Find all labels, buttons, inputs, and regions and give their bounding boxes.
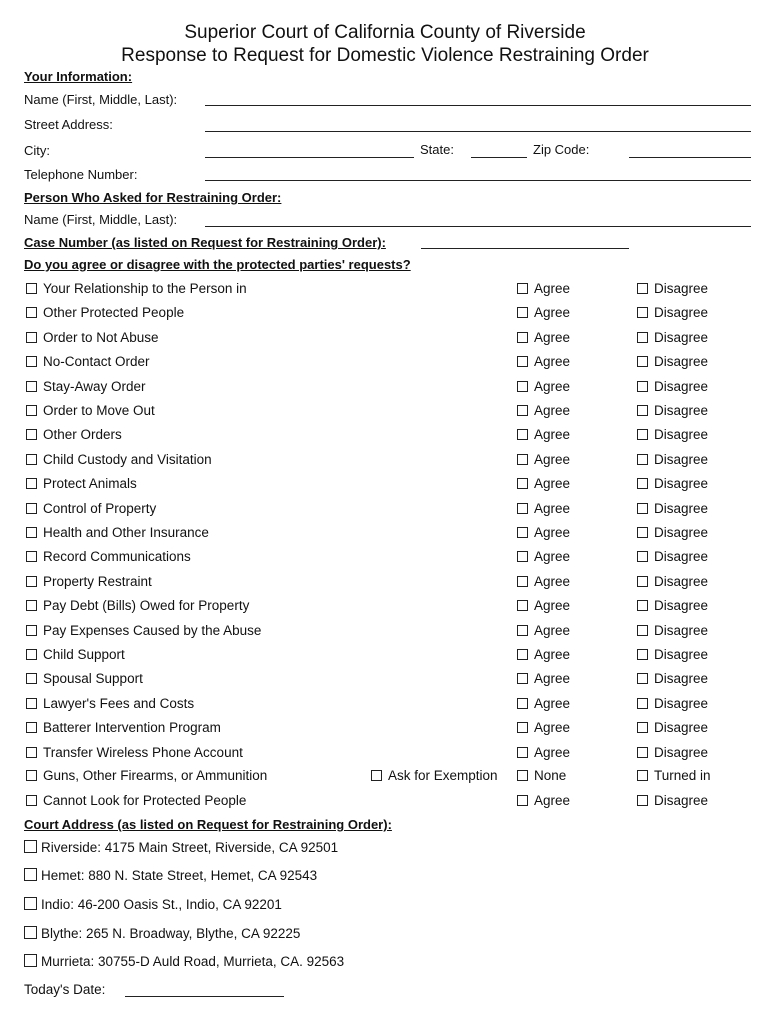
agree-checkbox[interactable] bbox=[517, 454, 528, 465]
agree-label: Agree bbox=[534, 720, 571, 735]
name-label: Name (First, Middle, Last): bbox=[24, 92, 178, 107]
request-checkbox[interactable] bbox=[26, 576, 37, 587]
city-field[interactable] bbox=[205, 157, 414, 158]
disagree-checkbox[interactable] bbox=[637, 283, 648, 294]
request-label: Order to Move Out bbox=[43, 403, 155, 418]
request-label: Lawyer's Fees and Costs bbox=[43, 696, 195, 711]
cannot-look-agree-option bbox=[517, 793, 570, 808]
person-heading: Person Who Asked for Restraining Order: bbox=[24, 190, 282, 205]
zip-label: Zip Code: bbox=[533, 142, 590, 157]
state-field[interactable] bbox=[471, 157, 527, 158]
disagree-label: Disagree bbox=[654, 549, 709, 564]
request-checkbox[interactable] bbox=[26, 478, 37, 489]
request-row-guns bbox=[26, 768, 267, 783]
disagree-checkbox[interactable] bbox=[637, 503, 648, 514]
agree-checkbox[interactable] bbox=[517, 307, 528, 318]
disagree-option bbox=[637, 354, 708, 369]
disagree-checkbox[interactable] bbox=[637, 698, 648, 709]
agree-label: Agree bbox=[534, 671, 571, 686]
agree-option bbox=[517, 501, 570, 516]
disagree-label: Disagree bbox=[654, 671, 709, 686]
request-row bbox=[26, 720, 221, 735]
agree-checkbox[interactable] bbox=[517, 381, 528, 392]
disagree-option bbox=[637, 549, 708, 564]
agree-label: Agree bbox=[534, 330, 571, 345]
request-checkbox[interactable] bbox=[26, 307, 37, 318]
disagree-checkbox[interactable] bbox=[637, 527, 648, 538]
disagree-label: Disagree bbox=[654, 623, 709, 638]
agree-label: Agree bbox=[534, 525, 571, 540]
request-checkbox[interactable] bbox=[26, 747, 37, 758]
disagree-option bbox=[637, 281, 708, 296]
court-riverside-checkbox[interactable] bbox=[24, 840, 37, 853]
guns-label: Guns, Other Firearms, or Ammunition bbox=[43, 768, 268, 783]
disagree-checkbox[interactable] bbox=[637, 429, 648, 440]
disagree-label: Disagree bbox=[654, 379, 709, 394]
requests-heading: Do you agree or disagree with the protected parties' requests? bbox=[24, 257, 411, 272]
agree-option bbox=[517, 525, 570, 540]
disagree-option bbox=[637, 720, 708, 735]
request-label: Other Orders bbox=[43, 427, 122, 442]
disagree-checkbox[interactable] bbox=[637, 673, 648, 684]
request-checkbox[interactable] bbox=[26, 332, 37, 343]
agree-checkbox[interactable] bbox=[517, 503, 528, 514]
disagree-label: Disagree bbox=[654, 647, 709, 662]
disagree-option bbox=[637, 501, 708, 516]
request-checkbox[interactable] bbox=[26, 551, 37, 562]
page-title: Superior Court of California County of Riverside bbox=[184, 22, 586, 43]
agree-option bbox=[517, 427, 570, 442]
cannot-look-checkbox[interactable] bbox=[26, 795, 37, 806]
disagree-label: Disagree bbox=[654, 330, 709, 345]
disagree-checkbox[interactable] bbox=[637, 332, 648, 343]
phone-label: Telephone Number: bbox=[24, 167, 138, 182]
disagree-checkbox[interactable] bbox=[637, 356, 648, 367]
turned-in-option bbox=[637, 768, 711, 783]
agree-option bbox=[517, 281, 570, 296]
agree-option bbox=[517, 549, 570, 564]
agree-label: Agree bbox=[534, 452, 571, 467]
request-label: Control of Property bbox=[43, 501, 157, 516]
agree-option bbox=[517, 598, 570, 613]
request-row bbox=[26, 647, 125, 662]
disagree-checkbox[interactable] bbox=[637, 454, 648, 465]
agree-label: Agree bbox=[534, 574, 571, 589]
exemption-label: Ask for Exemption bbox=[388, 768, 498, 783]
disagree-option bbox=[637, 671, 708, 686]
court-hemet-checkbox[interactable] bbox=[24, 868, 37, 881]
disagree-label: Disagree bbox=[654, 574, 709, 589]
request-row bbox=[26, 427, 122, 442]
disagree-option bbox=[637, 574, 708, 589]
disagree-option bbox=[637, 403, 708, 418]
cannot-look-agree-label: Agree bbox=[534, 793, 571, 808]
disagree-option bbox=[637, 305, 708, 320]
agree-checkbox[interactable] bbox=[517, 576, 528, 587]
agree-option bbox=[517, 305, 570, 320]
request-label: Your Relationship to the Person in bbox=[43, 281, 247, 296]
agree-option bbox=[517, 354, 570, 369]
court-option-murrieta bbox=[24, 954, 344, 969]
agree-label: Agree bbox=[534, 647, 571, 662]
agree-checkbox[interactable] bbox=[517, 673, 528, 684]
person-name-field[interactable] bbox=[205, 226, 751, 227]
agree-label: Agree bbox=[534, 305, 571, 320]
court-option-indio bbox=[24, 897, 282, 912]
case-number-label: Case Number (as listed on Request for Restraining Order): bbox=[24, 235, 386, 250]
disagree-label: Disagree bbox=[654, 305, 709, 320]
request-checkbox[interactable] bbox=[26, 527, 37, 538]
disagree-label: Disagree bbox=[654, 403, 709, 418]
request-row bbox=[26, 696, 194, 711]
court-riverside-label: Riverside: 4175 Main Street, Riverside, CA 92501 bbox=[41, 840, 339, 855]
disagree-label: Disagree bbox=[654, 476, 709, 491]
agree-label: Agree bbox=[534, 379, 571, 394]
agree-checkbox[interactable] bbox=[517, 722, 528, 733]
agree-label: Agree bbox=[534, 696, 571, 711]
agree-label: Agree bbox=[534, 403, 571, 418]
request-label: Spousal Support bbox=[43, 671, 143, 686]
court-blythe-checkbox[interactable] bbox=[24, 926, 37, 939]
request-row bbox=[26, 403, 155, 418]
request-row bbox=[26, 281, 247, 296]
agree-label: Agree bbox=[534, 623, 571, 638]
agree-label: Agree bbox=[534, 501, 571, 516]
request-row bbox=[26, 671, 143, 686]
agree-option bbox=[517, 671, 570, 686]
agree-checkbox[interactable] bbox=[517, 649, 528, 660]
request-checkbox[interactable] bbox=[26, 356, 37, 367]
disagree-checkbox[interactable] bbox=[637, 551, 648, 562]
cannot-look-disagree-option bbox=[637, 793, 708, 808]
agree-checkbox[interactable] bbox=[517, 405, 528, 416]
disagree-label: Disagree bbox=[654, 427, 709, 442]
request-row bbox=[26, 745, 243, 760]
exemption-option bbox=[371, 768, 498, 783]
disagree-label: Disagree bbox=[654, 598, 709, 613]
agree-label: Agree bbox=[534, 281, 571, 296]
agree-option bbox=[517, 574, 570, 589]
request-checkbox[interactable] bbox=[26, 454, 37, 465]
agree-option bbox=[517, 330, 570, 345]
cannot-look-label: Cannot Look for Protected People bbox=[43, 793, 247, 808]
disagree-label: Disagree bbox=[654, 354, 709, 369]
request-row bbox=[26, 623, 261, 638]
request-row bbox=[26, 525, 209, 540]
request-row bbox=[26, 379, 146, 394]
name-field[interactable] bbox=[205, 105, 751, 106]
request-label: Protect Animals bbox=[43, 476, 137, 491]
request-row-cannot-look bbox=[26, 793, 246, 808]
request-checkbox[interactable] bbox=[26, 673, 37, 684]
request-checkbox[interactable] bbox=[26, 283, 37, 294]
request-label: No-Contact Order bbox=[43, 354, 150, 369]
request-label: Transfer Wireless Phone Account bbox=[43, 745, 243, 760]
disagree-option bbox=[637, 696, 708, 711]
disagree-option bbox=[637, 745, 708, 760]
agree-label: Agree bbox=[534, 427, 571, 442]
agree-checkbox[interactable] bbox=[517, 698, 528, 709]
disagree-checkbox[interactable] bbox=[637, 405, 648, 416]
court-hemet-label: Hemet: 880 N. State Street, Hemet, CA 92543 bbox=[41, 868, 318, 883]
disagree-checkbox[interactable] bbox=[637, 747, 648, 758]
request-checkbox[interactable] bbox=[26, 600, 37, 611]
disagree-checkbox[interactable] bbox=[637, 600, 648, 611]
disagree-option bbox=[637, 598, 708, 613]
request-checkbox[interactable] bbox=[26, 625, 37, 636]
request-row bbox=[26, 476, 137, 491]
court-indio-checkbox[interactable] bbox=[24, 897, 37, 910]
court-option-blythe bbox=[24, 926, 300, 941]
agree-option bbox=[517, 696, 570, 711]
request-checkbox[interactable] bbox=[26, 698, 37, 709]
disagree-label: Disagree bbox=[654, 501, 709, 516]
turned-in-checkbox[interactable] bbox=[637, 770, 648, 781]
request-label: Pay Expenses Caused by the Abuse bbox=[43, 623, 262, 638]
person-name-label: Name (First, Middle, Last): bbox=[24, 212, 178, 227]
page-subtitle: Response to Request for Domestic Violence Restraining Order bbox=[121, 45, 649, 66]
agree-option bbox=[517, 452, 570, 467]
court-option-riverside bbox=[24, 840, 338, 855]
disagree-label: Disagree bbox=[654, 696, 709, 711]
court-address-heading: Court Address (as listed on Request for Restraining Order): bbox=[24, 817, 392, 832]
disagree-checkbox[interactable] bbox=[637, 722, 648, 733]
cannot-look-agree-checkbox[interactable] bbox=[517, 795, 528, 806]
none-option bbox=[517, 768, 566, 783]
court-murrieta-checkbox[interactable] bbox=[24, 954, 37, 967]
street-label: Street Address: bbox=[24, 117, 113, 132]
request-row bbox=[26, 574, 152, 589]
agree-checkbox[interactable] bbox=[517, 551, 528, 562]
agree-checkbox[interactable] bbox=[517, 356, 528, 367]
request-row bbox=[26, 305, 184, 320]
none-label: None bbox=[534, 768, 567, 783]
agree-option bbox=[517, 476, 570, 491]
disagree-label: Disagree bbox=[654, 525, 709, 540]
request-row bbox=[26, 330, 159, 345]
court-indio-label: Indio: 46-200 Oasis St., Indio, CA 92201 bbox=[41, 897, 282, 912]
date-field[interactable] bbox=[125, 996, 284, 997]
disagree-option bbox=[637, 647, 708, 662]
agree-option bbox=[517, 379, 570, 394]
disagree-checkbox[interactable] bbox=[637, 576, 648, 587]
request-label: Child Custody and Visitation bbox=[43, 452, 212, 467]
agree-label: Agree bbox=[534, 476, 571, 491]
agree-label: Agree bbox=[534, 745, 571, 760]
agree-checkbox[interactable] bbox=[517, 625, 528, 636]
disagree-checkbox[interactable] bbox=[637, 307, 648, 318]
agree-label: Agree bbox=[534, 354, 571, 369]
agree-checkbox[interactable] bbox=[517, 527, 528, 538]
city-label: City: bbox=[24, 143, 50, 158]
request-label: Other Protected People bbox=[43, 305, 185, 320]
date-label: Today's Date: bbox=[24, 982, 106, 997]
request-label: Batterer Intervention Program bbox=[43, 720, 221, 735]
disagree-label: Disagree bbox=[654, 745, 709, 760]
agree-checkbox[interactable] bbox=[517, 747, 528, 758]
agree-checkbox[interactable] bbox=[517, 429, 528, 440]
exemption-checkbox[interactable] bbox=[371, 770, 382, 781]
agree-checkbox[interactable] bbox=[517, 600, 528, 611]
street-field[interactable] bbox=[205, 131, 751, 132]
request-row bbox=[26, 549, 191, 564]
request-checkbox[interactable] bbox=[26, 381, 37, 392]
request-label: Child Support bbox=[43, 647, 125, 662]
request-label: Pay Debt (Bills) Owed for Property bbox=[43, 598, 250, 613]
court-option-hemet bbox=[24, 868, 317, 883]
request-label: Stay-Away Order bbox=[43, 379, 146, 394]
agree-option bbox=[517, 720, 570, 735]
cannot-look-disagree-label: Disagree bbox=[654, 793, 709, 808]
agree-option bbox=[517, 623, 570, 638]
zip-field[interactable] bbox=[629, 157, 751, 158]
agree-option bbox=[517, 745, 570, 760]
turned-in-label: Turned in bbox=[654, 768, 711, 783]
disagree-label: Disagree bbox=[654, 452, 709, 467]
request-checkbox[interactable] bbox=[26, 405, 37, 416]
disagree-option bbox=[637, 452, 708, 467]
agree-label: Agree bbox=[534, 549, 571, 564]
agree-checkbox[interactable] bbox=[517, 283, 528, 294]
request-row bbox=[26, 598, 249, 613]
disagree-label: Disagree bbox=[654, 281, 709, 296]
agree-checkbox[interactable] bbox=[517, 478, 528, 489]
your-information-heading: Your Information: bbox=[24, 69, 133, 84]
agree-option bbox=[517, 647, 570, 662]
none-checkbox[interactable] bbox=[517, 770, 528, 781]
request-checkbox[interactable] bbox=[26, 722, 37, 733]
disagree-checkbox[interactable] bbox=[637, 625, 648, 636]
request-label: Property Restraint bbox=[43, 574, 152, 589]
case-number-field[interactable] bbox=[421, 248, 629, 249]
request-checkbox[interactable] bbox=[26, 649, 37, 660]
request-row bbox=[26, 354, 150, 369]
request-label: Order to Not Abuse bbox=[43, 330, 159, 345]
disagree-checkbox[interactable] bbox=[637, 478, 648, 489]
request-checkbox[interactable] bbox=[26, 503, 37, 514]
disagree-label: Disagree bbox=[654, 720, 709, 735]
phone-field[interactable] bbox=[205, 180, 751, 181]
agree-label: Agree bbox=[534, 598, 571, 613]
disagree-option bbox=[637, 476, 708, 491]
disagree-checkbox[interactable] bbox=[637, 381, 648, 392]
court-murrieta-label: Murrieta: 30755-D Auld Road, Murrieta, CA. 92563 bbox=[41, 954, 345, 969]
disagree-option bbox=[637, 525, 708, 540]
guns-checkbox[interactable] bbox=[26, 770, 37, 781]
cannot-look-disagree-checkbox[interactable] bbox=[637, 795, 648, 806]
request-checkbox[interactable] bbox=[26, 429, 37, 440]
disagree-option bbox=[637, 427, 708, 442]
request-row bbox=[26, 501, 156, 516]
request-label: Record Communications bbox=[43, 549, 191, 564]
disagree-checkbox[interactable] bbox=[637, 649, 648, 660]
court-blythe-label: Blythe: 265 N. Broadway, Blythe, CA 92225 bbox=[41, 926, 301, 941]
disagree-option bbox=[637, 379, 708, 394]
disagree-option bbox=[637, 623, 708, 638]
request-label: Health and Other Insurance bbox=[43, 525, 209, 540]
disagree-option bbox=[637, 330, 708, 345]
state-label: State: bbox=[420, 142, 454, 157]
request-row bbox=[26, 452, 212, 467]
agree-option bbox=[517, 403, 570, 418]
agree-checkbox[interactable] bbox=[517, 332, 528, 343]
